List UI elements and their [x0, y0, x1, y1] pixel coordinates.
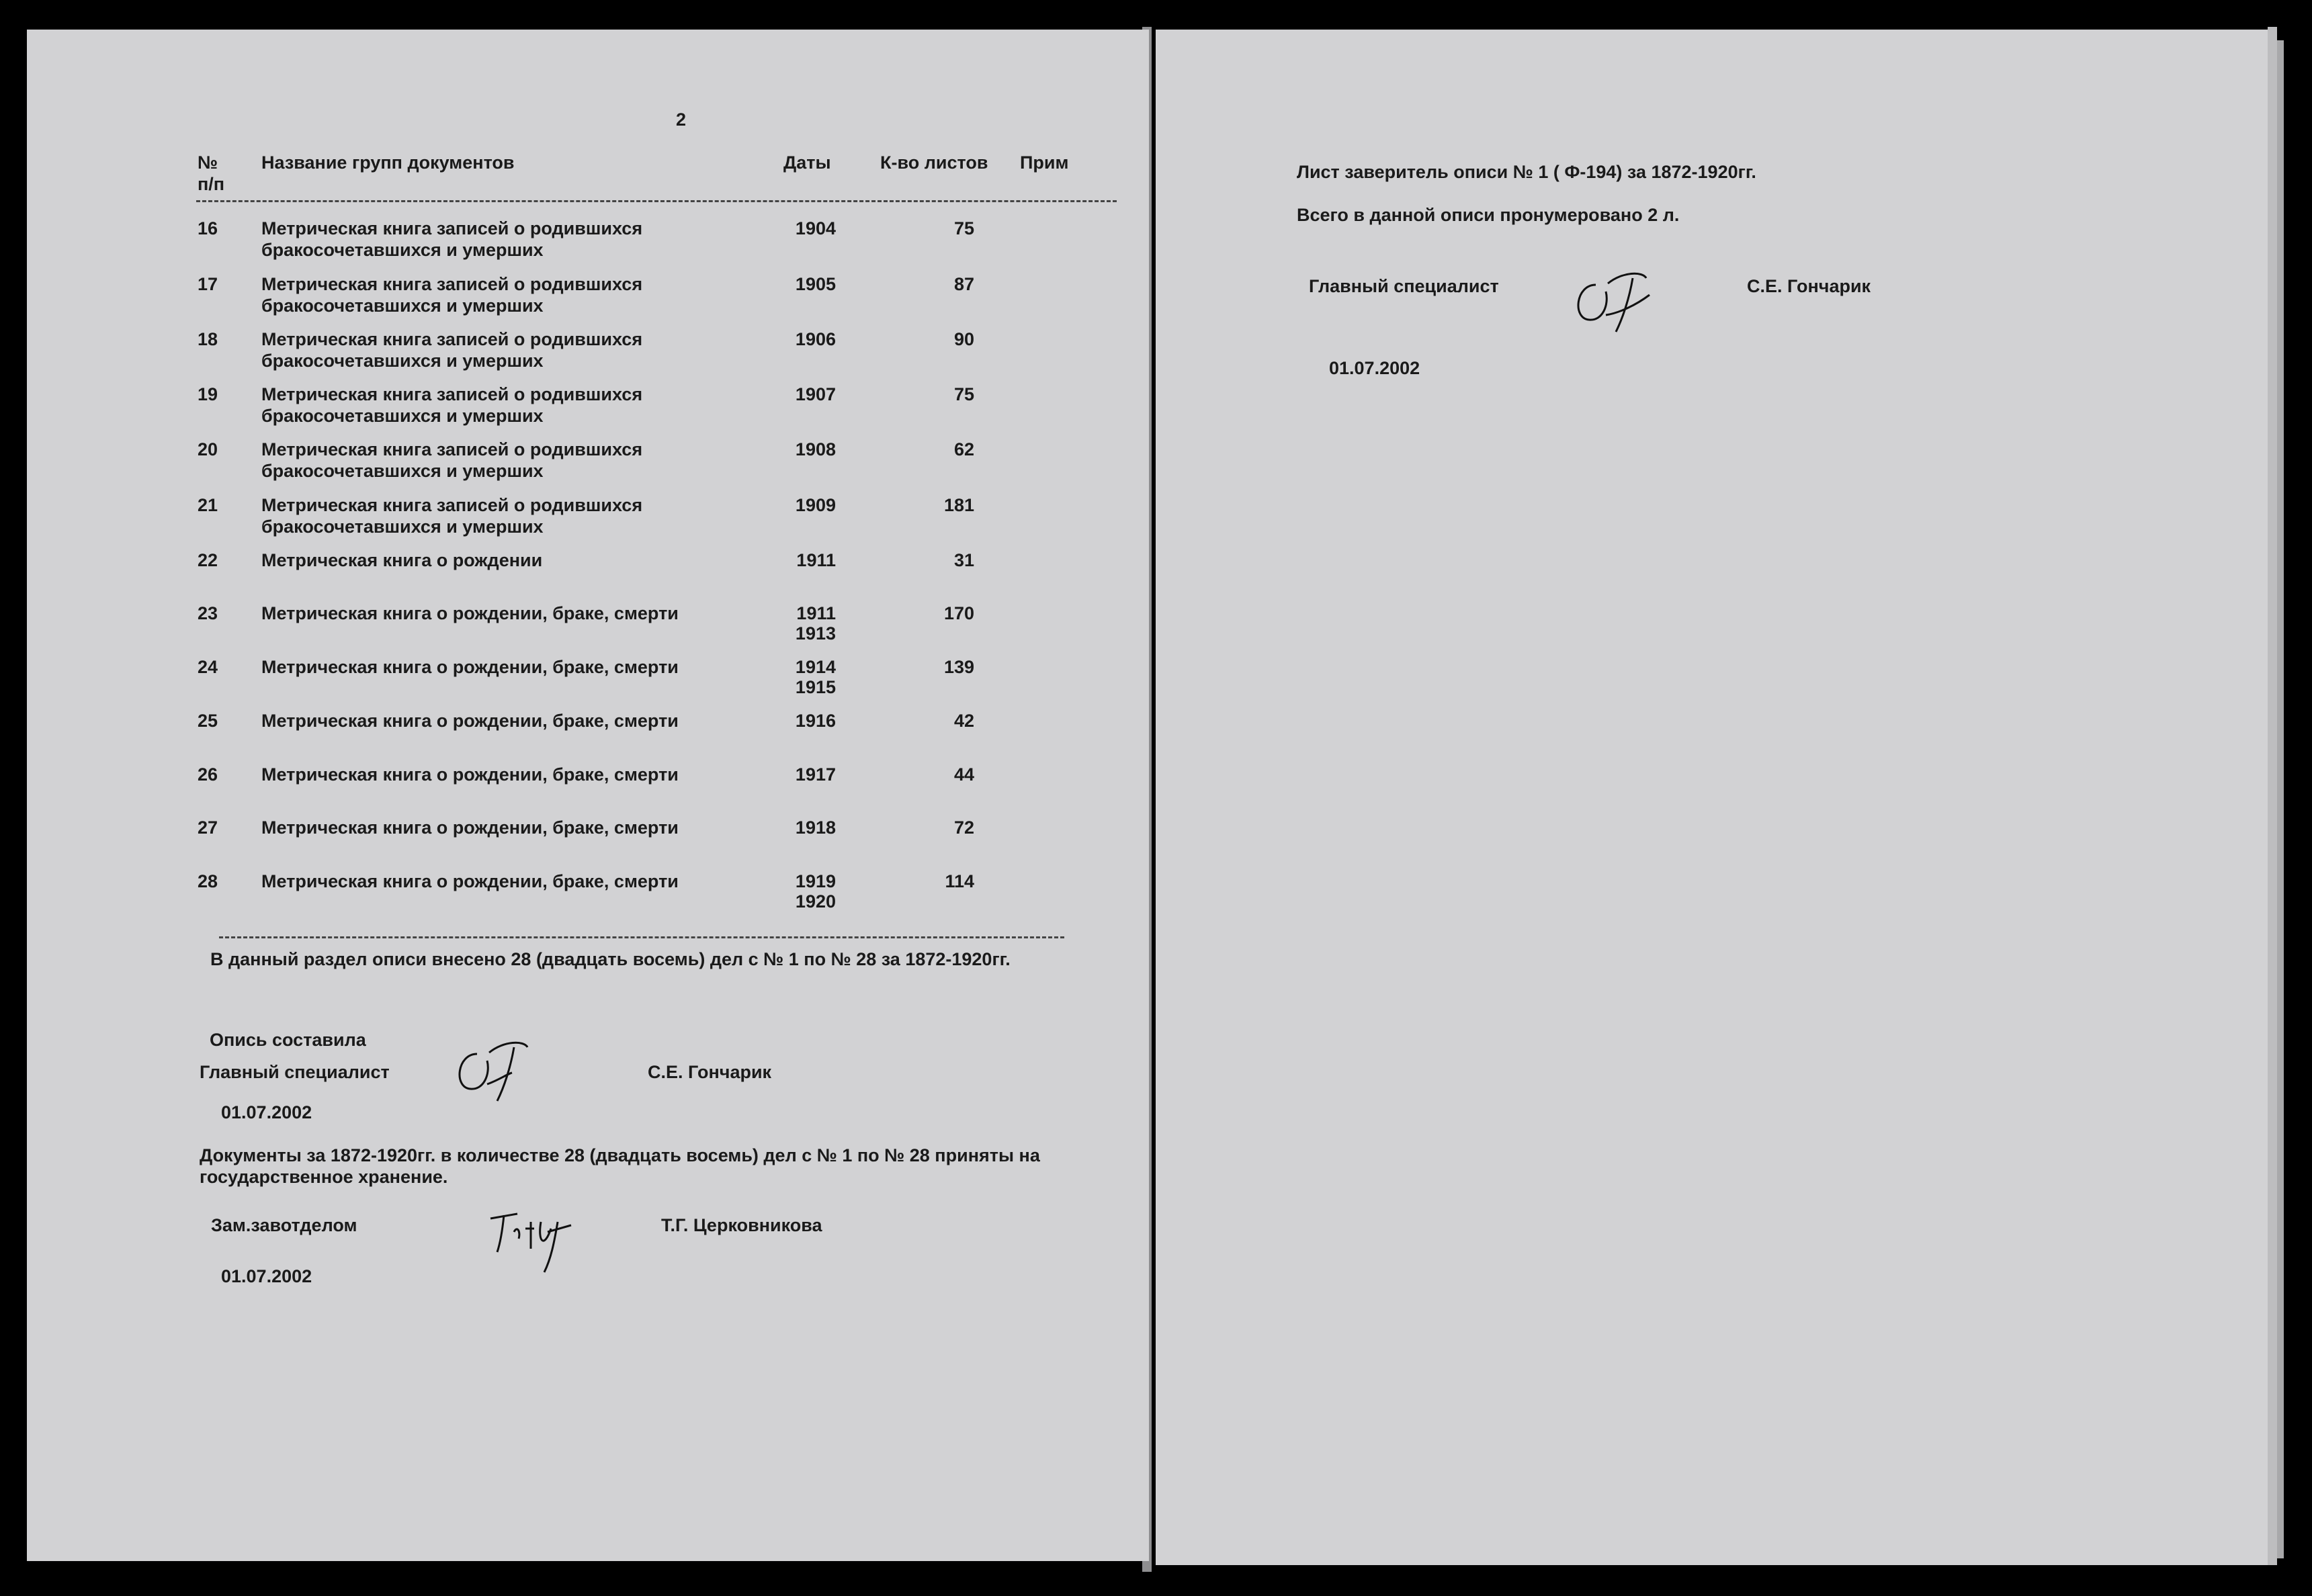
row-title-continued: бракосочетавшихся и умерших [261, 406, 544, 426]
row-date: 1908 [795, 439, 836, 459]
row-sheets: 75 [953, 218, 974, 238]
row-title: Метрическая книга о рождении, браке, смерти [261, 711, 679, 731]
row-date: 1916 [795, 711, 836, 731]
row-sheets: 62 [953, 439, 974, 459]
page-number: 2 [676, 109, 687, 130]
row-date-end: 1915 [795, 677, 836, 697]
row-title: Метрическая книга о рождении [261, 550, 543, 570]
compiled-label: Опись составила [210, 1030, 366, 1050]
row-number: 27 [198, 817, 218, 838]
header-no: № [198, 152, 218, 173]
compiler-name: С.Е. Гончарик [648, 1062, 772, 1082]
row-title-continued: бракосочетавшихся и умерших [261, 461, 544, 481]
compiler-date: 01.07.2002 [221, 1102, 312, 1122]
row-sheets: 72 [953, 817, 974, 838]
row-title: Метрическая книга записей о родившихся [261, 274, 643, 294]
header-divider [196, 200, 1117, 202]
row-title-continued: бракосочетавшихся и умерших [261, 351, 544, 371]
header-sheets: К-во листов [880, 152, 988, 173]
row-title: Метрическая книга записей о родившихся [261, 384, 643, 404]
row-sheets: 114 [945, 871, 974, 891]
row-number: 19 [198, 384, 218, 404]
row-title-continued: бракосочетавшихся и умерших [261, 240, 544, 260]
row-date: 1905 [795, 274, 836, 294]
row-number: 18 [198, 329, 218, 349]
row-title: Метрическая книга о рождении, браке, смерти [261, 657, 679, 677]
header-no-sub: п/п [198, 174, 225, 194]
row-date: 1918 [795, 817, 836, 838]
row-date: 1911 [796, 550, 836, 570]
row-number: 22 [198, 550, 218, 570]
row-number: 17 [198, 274, 218, 294]
certifier-signature [1569, 265, 1670, 339]
row-number: 28 [198, 871, 218, 891]
row-sheets: 170 [943, 603, 974, 623]
row-number: 23 [198, 603, 218, 623]
row-number: 20 [198, 439, 218, 459]
row-title: Метрическая книга о рождении, браке, смерти [261, 871, 679, 891]
row-date: 1911 [796, 603, 836, 623]
row-title: Метрическая книга о рождении, браке, смерти [261, 603, 679, 623]
compiler-signature [450, 1034, 551, 1108]
row-sheets: 42 [953, 711, 974, 731]
row-title: Метрическая книга записей о родившихся [261, 495, 643, 515]
row-number: 21 [198, 495, 218, 515]
row-sheets: 90 [953, 329, 974, 349]
right-page [1156, 30, 2268, 1565]
row-title-continued: бракосочетавшихся и умерших [261, 517, 544, 537]
certification-total: Всего в данной описи пронумеровано 2 л. [1297, 205, 1680, 225]
certification-title: Лист заверитель описи № 1 ( Ф-194) за 1872-1920гг. [1297, 162, 1756, 182]
compiler-position: Главный специалист [200, 1062, 390, 1082]
header-title: Название групп документов [261, 152, 515, 173]
row-sheets: 31 [953, 550, 974, 570]
page-stack-edge-inner [2277, 40, 2284, 1558]
certifier-position: Главный специалист [1309, 276, 1499, 296]
row-number: 16 [198, 218, 218, 238]
row-date: 1909 [795, 495, 836, 515]
acceptor-signature [484, 1202, 591, 1276]
header-dates: Даты [783, 152, 831, 173]
row-date-end: 1920 [795, 891, 836, 912]
row-sheets: 139 [943, 657, 974, 677]
row-sheets: 181 [943, 495, 974, 515]
acceptor-date: 01.07.2002 [221, 1266, 312, 1286]
row-date-end: 1913 [795, 623, 836, 644]
acceptor-position: Зам.завотделом [211, 1215, 357, 1235]
row-number: 24 [198, 657, 218, 677]
row-sheets: 87 [953, 274, 974, 294]
summary-text: В данный раздел описи внесено 28 (двадцать восемь) дел с № 1 по № 28 за 1872-1920гг. [210, 949, 1011, 969]
certifier-name: С.Е. Гончарик [1747, 276, 1871, 296]
left-page [27, 30, 1149, 1561]
footer-divider [219, 936, 1064, 938]
row-title: Метрическая книга о рождении, браке, смерти [261, 817, 679, 838]
row-date: 1904 [795, 218, 836, 238]
row-title-continued: бракосочетавшихся и умерших [261, 296, 544, 316]
row-date: 1906 [795, 329, 836, 349]
acceptance-line2: государственное хранение. [200, 1167, 448, 1187]
row-title: Метрическая книга о рождении, браке, смерти [261, 764, 679, 785]
page-stack-edge [2268, 27, 2277, 1565]
row-sheets: 75 [953, 384, 974, 404]
row-date: 1907 [795, 384, 836, 404]
header-notes: Прим [1020, 152, 1069, 173]
acceptance-line1: Документы за 1872-1920гг. в количестве 28 (двадцать восемь) дел с № 1 по № 28 приняты на [200, 1145, 1040, 1165]
row-date: 1917 [795, 764, 836, 785]
row-date: 1914 [795, 657, 836, 677]
acceptor-name: Т.Г. Церковникова [661, 1215, 822, 1235]
row-sheets: 44 [953, 764, 974, 785]
row-title: Метрическая книга записей о родившихся [261, 329, 643, 349]
row-number: 26 [198, 764, 218, 785]
row-date: 1919 [795, 871, 836, 891]
row-title: Метрическая книга записей о родившихся [261, 439, 643, 459]
row-title: Метрическая книга записей о родившихся [261, 218, 643, 238]
certifier-date: 01.07.2002 [1329, 358, 1420, 378]
row-number: 25 [198, 711, 218, 731]
